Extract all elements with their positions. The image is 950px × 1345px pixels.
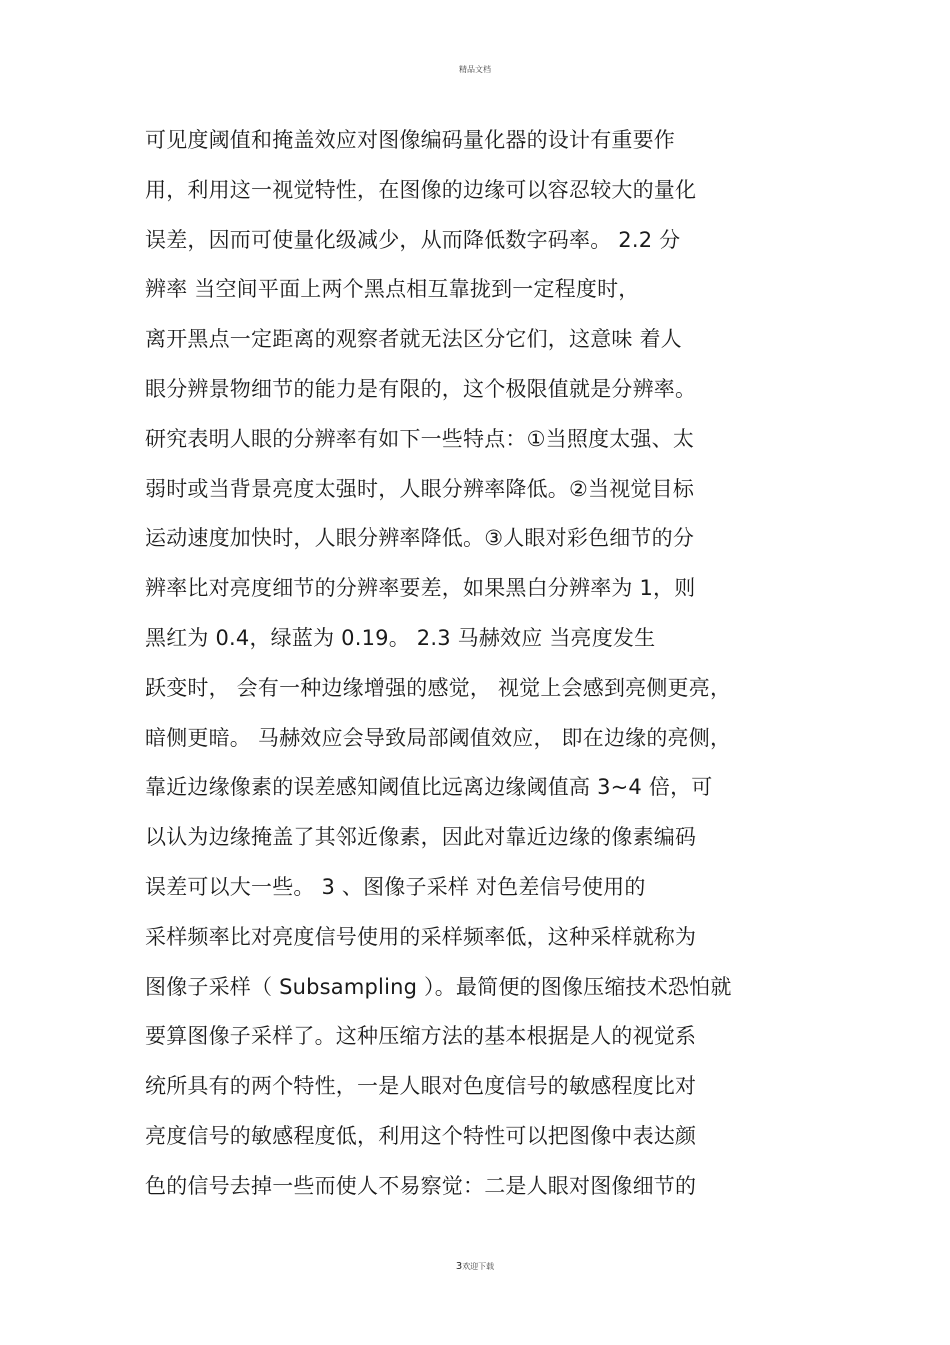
text-line: 弱时或当背景亮度太强时，人眼分辨率降低。②当视觉目标: [145, 476, 695, 501]
text-line: 以认为边缘掩盖了其邻近像素，因此对靠近边缘的像素编码: [145, 825, 697, 850]
text-line: 采样频率比对亮度信号使用的采样频率低，这种采样就称为: [145, 924, 697, 949]
text-line: 可见度阈值和掩盖效应对图像编码量化器的设计有重要作: [145, 128, 675, 152]
text-line: 误差可以大一些。 3 、图像子采样 对色差信号使用的: [145, 874, 646, 899]
text-line: 统所具有的两个特性，一是人眼对色度信号的敏感程度比对: [145, 1074, 697, 1099]
text-line: 用，利用这一视觉特性，在图像的边缘可以容忍较大的量化: [145, 177, 697, 202]
text-line: 色的信号去掉一些而使人不易察觉：二是人眼对图像细节的: [145, 1173, 697, 1198]
page-header: 精品文档: [459, 65, 491, 74]
footer-text: 欢迎下载: [462, 1262, 495, 1271]
text-line: 要算图像子采样了。这种压缩方法的基本根据是人的视觉系: [145, 1024, 697, 1049]
text-line: 暗侧更暗。 马赫效应会导致局部阈值效应， 即在边缘的亮侧，: [145, 725, 732, 750]
text-line: 亮度信号的敏感程度低，利用这个特性可以把图像中表达颜: [145, 1123, 697, 1148]
text-line: 眼分辨景物细节的能力是有限的，这个极限值就是分辨率。: [145, 376, 697, 401]
text-line: 离开黑点一定距离的观察者就无法区分它们，这意味 着人: [145, 327, 682, 352]
page-footer: [0, 1261, 950, 1272]
text-line: 误差，因而可使量化级减少，从而降低数字码率。 2.2 分: [145, 227, 681, 252]
text-line: 研究表明人眼的分辨率有如下一些特点：①当照度太强、太: [145, 426, 695, 451]
text-line: 靠近边缘像素的误差感知阈值比远离边缘阈值高 3~4 倍，可: [145, 775, 713, 800]
text-line: 图像子采样（ Subsampling ）。最简便的图像压缩技术恐怕就: [145, 974, 732, 999]
text-line: 辨率 当空间平面上两个黑点相互靠拢到一定程度时，: [145, 277, 640, 302]
body-text: [145, 122, 845, 1218]
text-line: 运动速度加快时，人眼分辨率降低。③人眼对彩色细节的分: [145, 526, 695, 551]
page-number: 3: [455, 1261, 463, 1272]
text-line: 黑红为 0.4，绿蓝为 0.19。 2.3 马赫效应 当亮度发生: [145, 625, 656, 650]
text-line: 跃变时， 会有一种边缘增强的感觉， 视觉上会感到亮侧更亮，: [145, 675, 732, 700]
text-line: 辨率比对亮度细节的分辨率要差，如果黑白分辨率为 1，则: [145, 576, 696, 601]
